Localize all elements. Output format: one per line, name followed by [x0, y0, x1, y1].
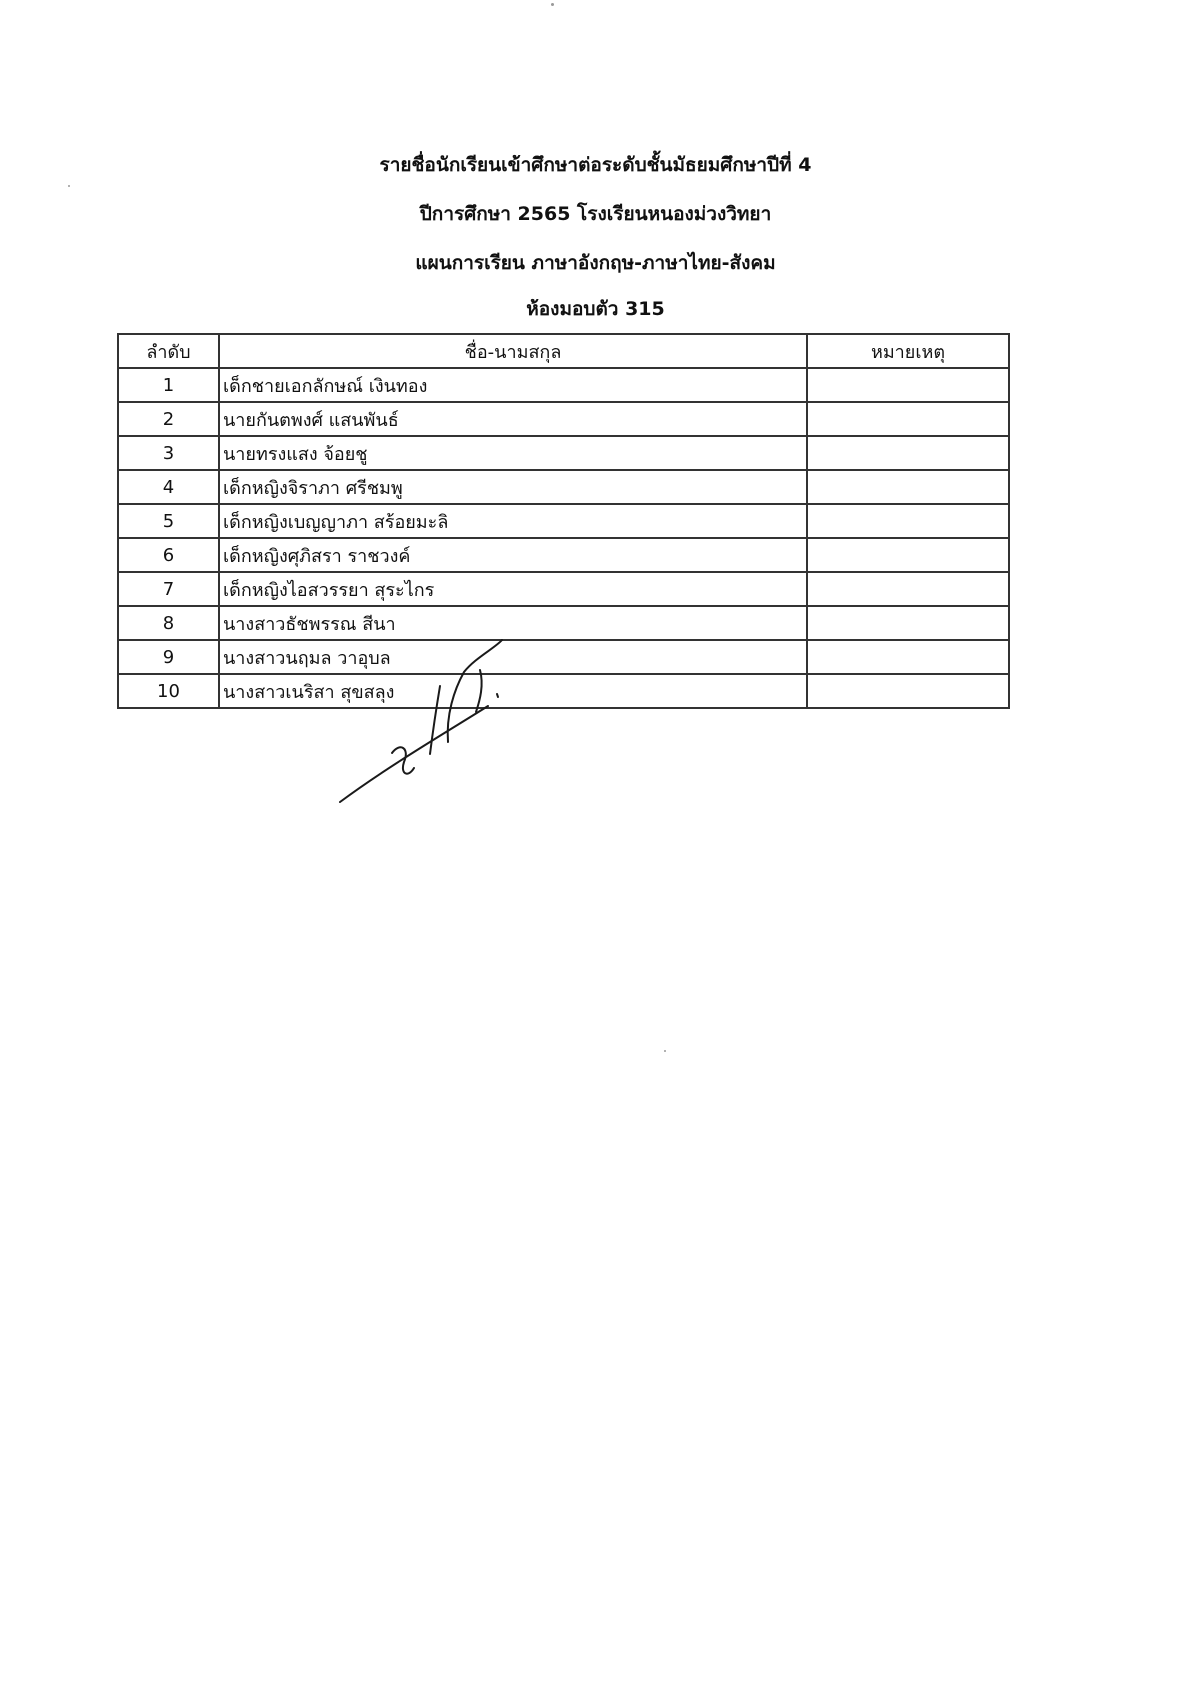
table-row	[118, 572, 1009, 606]
row-order: 6	[118, 538, 219, 572]
row-student-name: นางสาวนฤมล วาอุบล	[219, 640, 807, 674]
table-header-row	[118, 334, 1009, 368]
academic-year-school: ปีการศึกษา 2565 โรงเรียนหนองม่วงวิทยา	[419, 203, 772, 225]
row-order: 7	[118, 572, 219, 606]
table-row	[118, 402, 1009, 436]
header-name: ชื่อ-นามสกุล	[219, 334, 807, 368]
table-row	[118, 640, 1009, 674]
scan-speck	[551, 3, 554, 6]
table-row	[118, 674, 1009, 708]
row-note	[807, 436, 1009, 470]
row-note	[807, 504, 1009, 538]
row-order: 5	[118, 504, 219, 538]
enrollment-room: ห้องมอบตัว 315	[526, 298, 665, 320]
row-student-name: นางสาวเนริสา สุขสลุง	[219, 674, 807, 708]
row-student-name: นายทรงแสง จ้อยชู	[219, 436, 807, 470]
document-title: รายชื่อนักเรียนเข้าศึกษาต่อระดับชั้นมัธยมศึกษาปีที่ 4	[379, 154, 812, 176]
student-roster-table	[117, 333, 1010, 709]
row-order: 9	[118, 640, 219, 674]
study-plan: แผนการเรียน ภาษาอังกฤษ-ภาษาไทย-สังคม	[415, 252, 776, 274]
row-student-name: เด็กหญิงจิราภา ศรีชมพู	[219, 470, 807, 504]
table-body	[118, 368, 1009, 708]
row-order: 10	[118, 674, 219, 708]
row-student-name: เด็กหญิงศุภิสรา ราชวงค์	[219, 538, 807, 572]
row-student-name: นายกันตพงศ์ แสนพันธ์	[219, 402, 807, 436]
row-note	[807, 572, 1009, 606]
row-order: 8	[118, 606, 219, 640]
table-row	[118, 504, 1009, 538]
row-student-name: เด็กหญิงไอสวรรยา สุระไกร	[219, 572, 807, 606]
row-order: 4	[118, 470, 219, 504]
row-student-name: เด็กหญิงเบญญาภา สร้อยมะลิ	[219, 504, 807, 538]
row-note	[807, 538, 1009, 572]
row-order: 2	[118, 402, 219, 436]
row-note	[807, 606, 1009, 640]
row-note	[807, 470, 1009, 504]
scan-speck	[664, 1050, 666, 1052]
table-row	[118, 538, 1009, 572]
row-note	[807, 368, 1009, 402]
row-note	[807, 674, 1009, 708]
table-row	[118, 436, 1009, 470]
row-student-name: นางสาวธัชพรรณ สีนา	[219, 606, 807, 640]
row-order: 1	[118, 368, 219, 402]
table-row	[118, 470, 1009, 504]
table-row	[118, 606, 1009, 640]
header-note: หมายเหตุ	[807, 334, 1009, 368]
handwritten-signature	[330, 630, 550, 810]
row-note	[807, 402, 1009, 436]
table-row	[118, 368, 1009, 402]
row-note	[807, 640, 1009, 674]
row-student-name: เด็กชายเอกลักษณ์ เงินทอง	[219, 368, 807, 402]
scan-speck	[68, 185, 70, 187]
row-order: 3	[118, 436, 219, 470]
header-order: ลำดับ	[118, 334, 219, 368]
